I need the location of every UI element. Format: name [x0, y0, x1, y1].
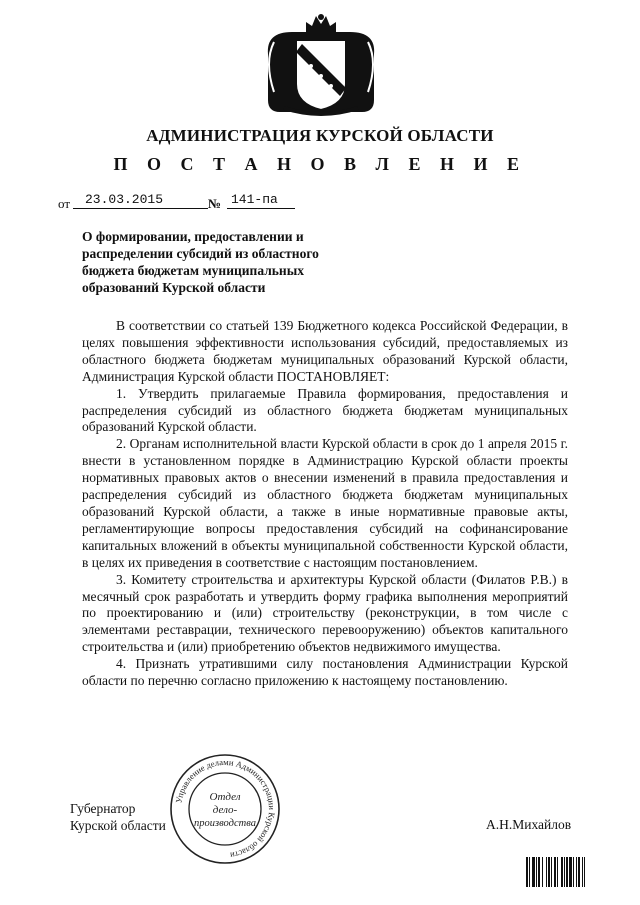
clause-3-paragraph: 3. Комитету строительства и архитектуры Курской области (Филатов Р.В.) в месячный срок разработать и утвердить форму графика выполнения мероприятий по проектированию и (или) строительству (реконструкции, в том числе с элементами реставрации, технического перевооружению) объектов капитального строительства и (или) приобретению объектов недвижимого имущества. — [82, 571, 568, 655]
signatory-title-line: Губернатор — [70, 801, 136, 816]
organization-name: АДМИНИСТРАЦИЯ КУРСКОЙ ОБЛАСТИ — [146, 126, 494, 145]
barcode-bar — [548, 857, 550, 887]
subject-line: О формировании, предоставлении и — [82, 229, 304, 244]
clause-2-paragraph: 2. Органам исполнительной власти Курской области в срок до 1 апреля 2015 г. внести в установленном порядке в Администрацию Курской области проекты нормативных правовых актов о внесении изменений в правила предоставления и распределения субсидий из областного бюджета бюджетам муниципальных образований Курской области, а также в иные нормативные правовые акты, регламентирующие вопросы предоставления субсидий на софинансирование капитальных вложений в объекты муниципальной собственности Курской области, в целях их приведения в соответствие с настоящим постановлением. — [82, 436, 568, 570]
barcode-bar — [564, 857, 565, 887]
number-label: № — [208, 196, 222, 211]
document-meta — [58, 192, 358, 214]
barcode-bar — [546, 857, 547, 887]
document-body — [82, 318, 568, 690]
barcode-bar — [551, 857, 552, 887]
barcode-bar — [569, 857, 572, 887]
barcode-bar — [573, 857, 574, 887]
barcode-bar — [584, 857, 585, 887]
document-type: П О С Т А Н О В Л Е Н И Е — [113, 154, 527, 174]
barcode-bar — [536, 857, 537, 887]
barcode-bar — [538, 857, 540, 887]
preamble-paragraph: В соответствии со статьей 139 Бюджетного кодекса Российской Федерации, в целях повышения эффективности использования субсидий, предоставляемых из областного бюджета бюджетам муниципальных образований Курской области, Администрация Курской области ПОСТАНОВЛЯЕТ: — [82, 318, 568, 384]
signatory-title — [70, 800, 166, 834]
svg-text:производства: производства — [194, 818, 256, 829]
subject-line: образований Курской области — [82, 280, 266, 295]
date-label: от — [58, 196, 71, 211]
barcode-bar — [526, 857, 528, 887]
barcode-bar — [557, 857, 558, 887]
barcode-bar — [554, 857, 556, 887]
date-value: 23.03.2015 — [73, 192, 208, 209]
clause-1-paragraph: 1. Утвердить прилагаемые Правила формирования, предоставления и распределения субсидий из областного бюджета бюджетам муниципальных образований Курской области. — [82, 385, 568, 435]
signatory-title-line: Курской области — [70, 818, 166, 833]
svg-text:Отдел: Отдел — [209, 791, 241, 803]
subject-line: бюджета бюджетам муниципальных — [82, 263, 304, 278]
barcode-bar — [576, 857, 577, 887]
barcode — [526, 857, 614, 887]
svg-text:Управление делами Администраци: Управление делами Администрации Курской области — [173, 756, 278, 861]
barcode-bar — [529, 857, 530, 887]
barcode-bar — [566, 857, 568, 887]
svg-text:дело-: дело- — [212, 804, 238, 816]
barcode-bar — [532, 857, 535, 887]
barcode-bar — [578, 857, 580, 887]
office-stamp — [168, 752, 282, 866]
barcode-bar — [582, 857, 583, 887]
clause-4-paragraph: 4. Признать утратившими силу постановления Администрации Курской области по перечню согласно приложению к настоящему постановлению. — [82, 656, 568, 689]
document-subject — [82, 228, 350, 296]
signatory-name: А.Н.Михайлов — [486, 817, 572, 832]
number-value: 141-па — [227, 192, 295, 209]
barcode-bar — [561, 857, 563, 887]
coat-of-arms-emblem — [262, 12, 380, 118]
barcode-bar — [542, 857, 543, 887]
subject-line: распределении субсидий из областного — [82, 246, 319, 261]
